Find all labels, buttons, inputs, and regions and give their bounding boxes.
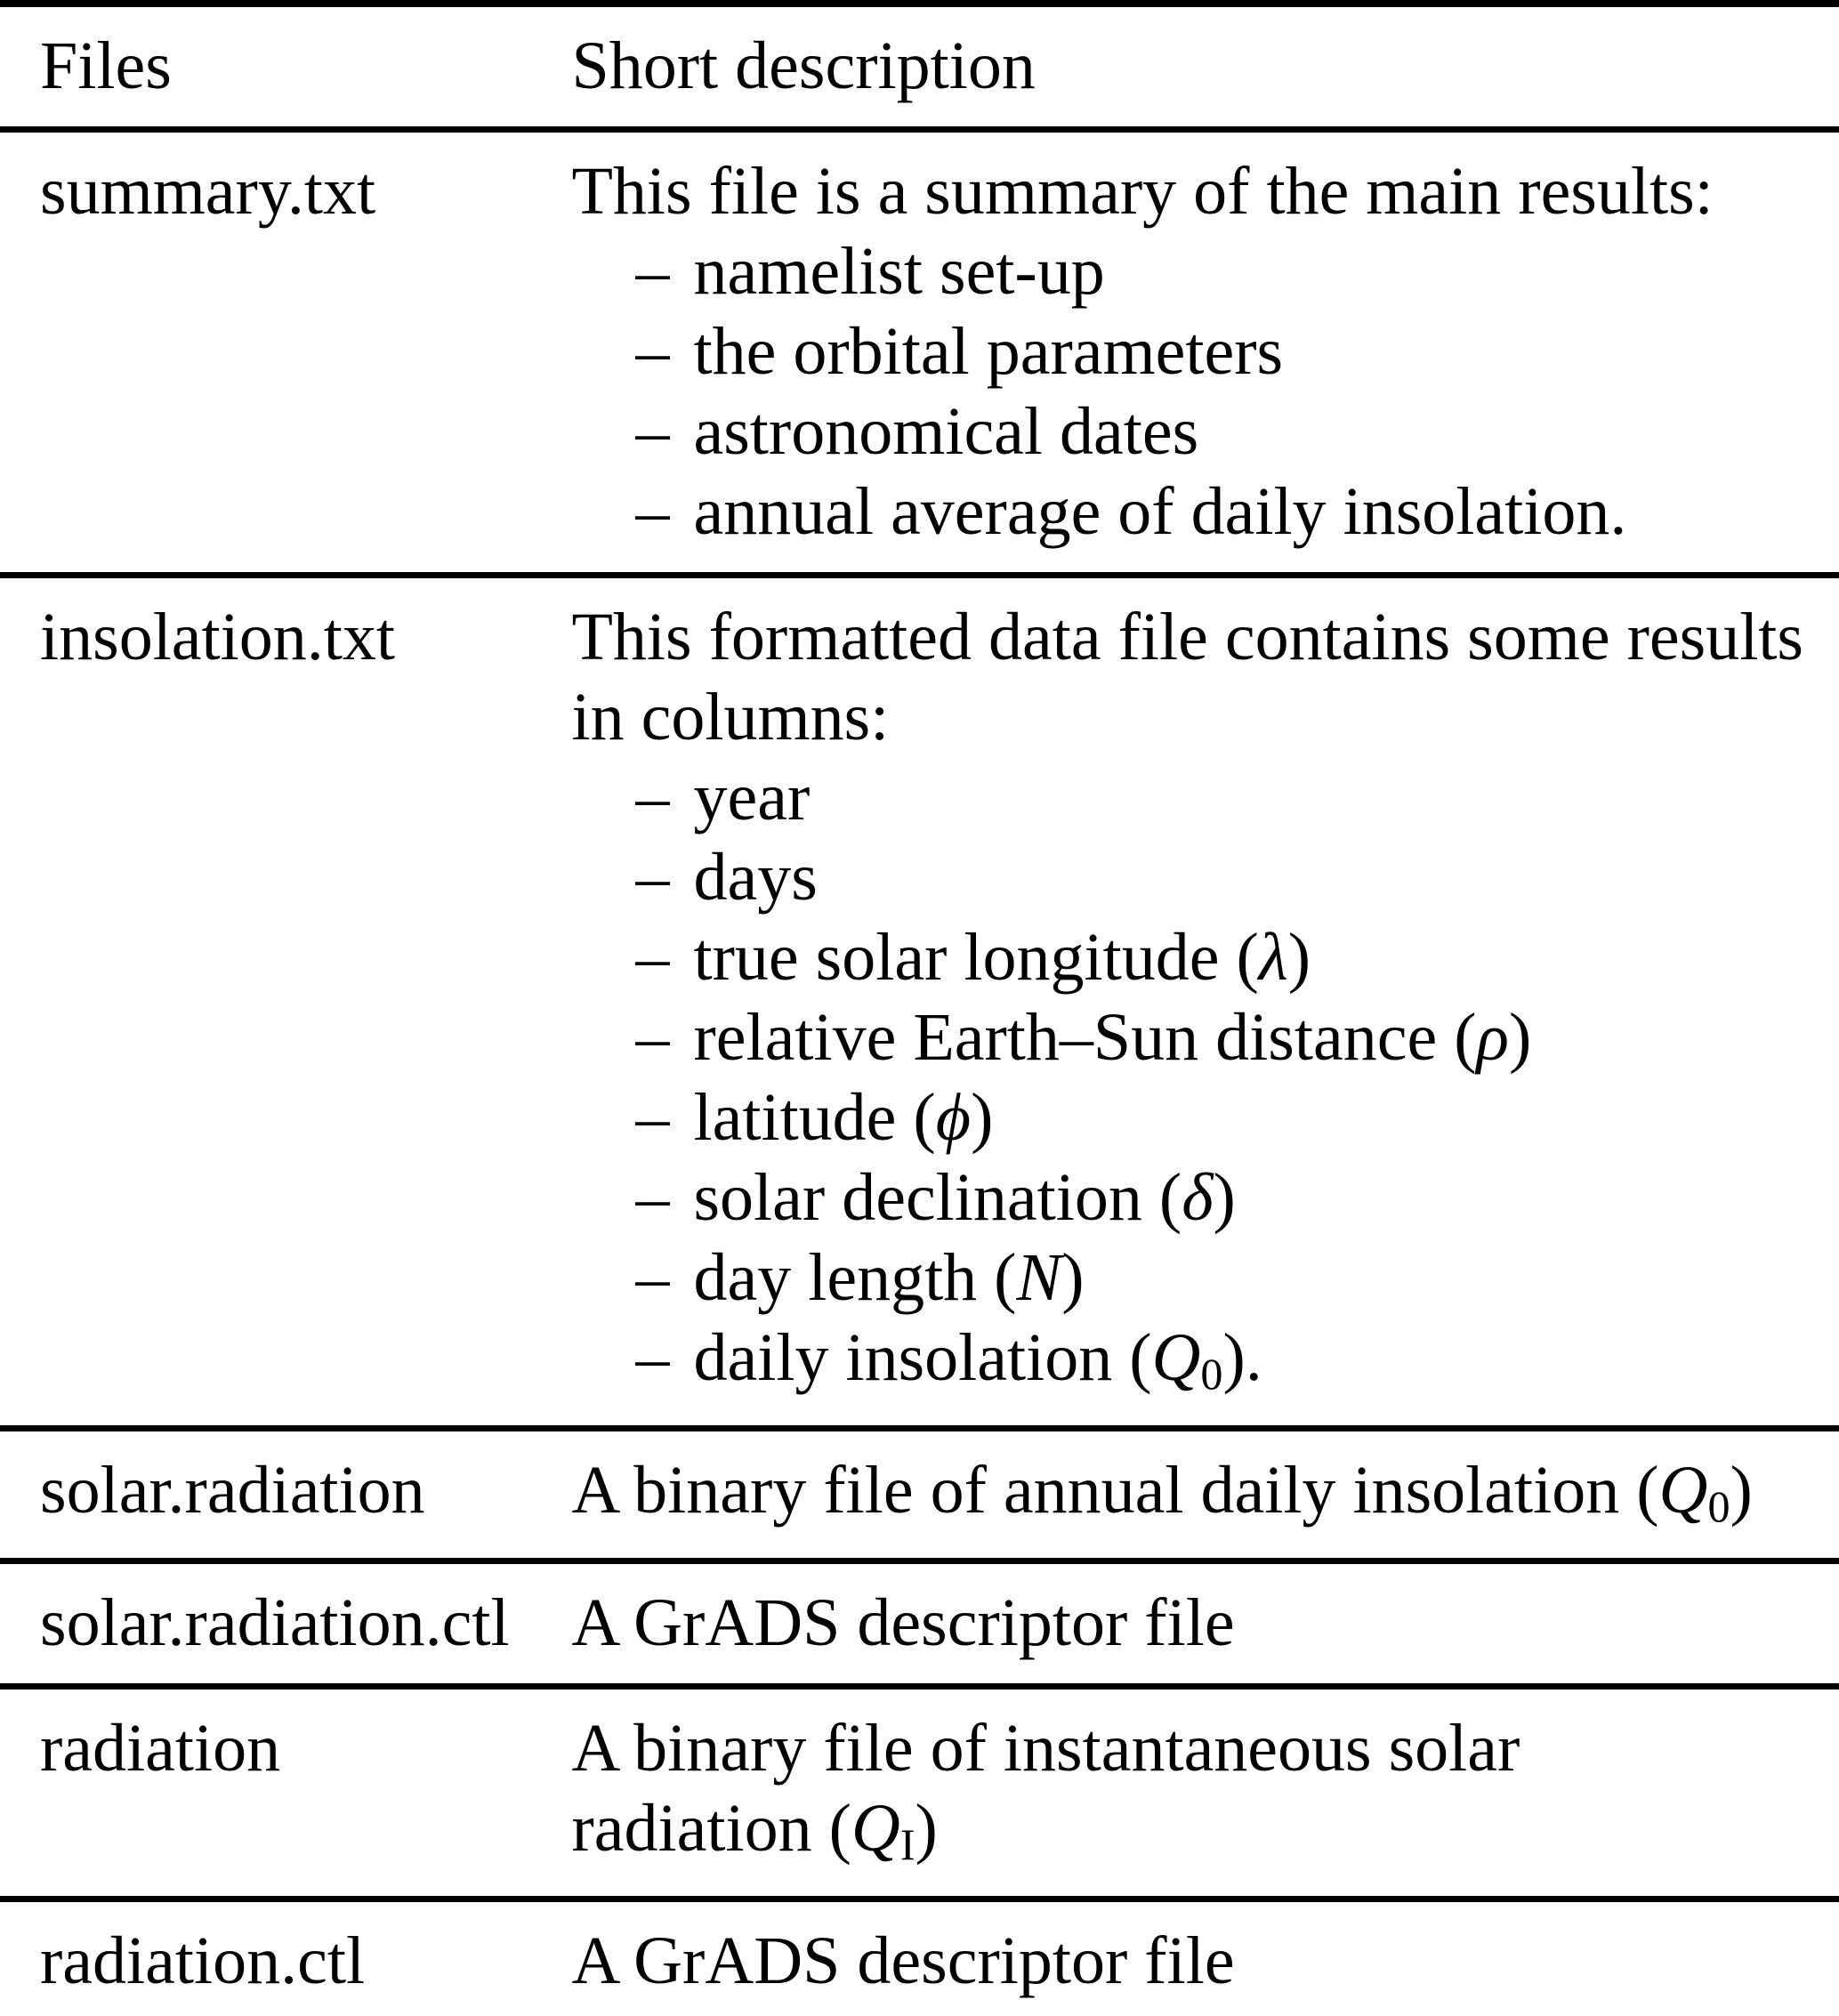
text-segment: annual average of daily insolation. [693, 474, 1627, 549]
bullet-text [693, 840, 817, 915]
table-head [0, 4, 1839, 130]
bullet-item [571, 837, 1803, 917]
bullet-text [693, 1240, 1084, 1315]
file-name-cell: radiation [40, 1711, 281, 1786]
file-name-cell: insolation.txt [40, 600, 395, 674]
description-line [571, 1921, 1803, 2001]
bullet-item [571, 757, 1803, 837]
text-segment: relative Earth–Sun distance ( [693, 1000, 1477, 1075]
math-symbol: ρ [1476, 1000, 1509, 1075]
math-symbol: Q [1151, 1320, 1201, 1395]
math-subscript: 0 [1707, 1481, 1730, 1532]
bullet-text [693, 760, 810, 835]
description-cell [570, 1429, 1839, 1561]
table-row [0, 1899, 1839, 2016]
text-segment: ) [1287, 920, 1311, 995]
math-symbol: N [1016, 1240, 1062, 1315]
bullet-item [571, 231, 1803, 311]
math-subscript: I [899, 1819, 915, 1870]
text-segment: ). [1222, 1320, 1262, 1395]
bullet-dash: – [635, 1240, 670, 1315]
bullet-text [693, 314, 1283, 389]
text-segment: astronomical dates [693, 394, 1199, 469]
text-segment: This file is a summary of the main results: [571, 154, 1714, 229]
table-row [0, 1687, 1839, 1899]
bullet-dash: – [635, 920, 670, 995]
bullet-text [693, 474, 1626, 549]
bullet-dash: – [635, 234, 670, 309]
text-segment: A GrADS descriptor file [571, 1585, 1235, 1660]
bullet-text [693, 394, 1198, 469]
math-symbol: Q [1658, 1453, 1708, 1528]
text-segment: A binary file of annual daily insolation ( [571, 1453, 1659, 1528]
description-cell [570, 1899, 1839, 2016]
bullet-dash: – [635, 1160, 670, 1235]
bullet-text [693, 1000, 1531, 1075]
description-line [571, 1450, 1803, 1537]
bullet-item [571, 311, 1803, 391]
bullet-dash: – [635, 394, 670, 469]
text-segment: in columns: [571, 680, 890, 754]
bullet-item [571, 917, 1803, 997]
description-cell [570, 1561, 1839, 1687]
table-header-row [0, 4, 1839, 130]
description-line [571, 1708, 1803, 1788]
text-segment: days [693, 840, 818, 915]
bullet-item [571, 391, 1803, 472]
file-name-cell: solar.radiation.ctl [40, 1585, 510, 1660]
description-cell [570, 1687, 1839, 1899]
text-segment: radiation ( [571, 1791, 851, 1866]
bullet-dash: – [635, 1320, 670, 1395]
description-line [571, 151, 1803, 231]
math-symbol: ϕ [935, 1080, 972, 1155]
file-name-cell: summary.txt [40, 154, 376, 229]
table-row [0, 130, 1839, 576]
math-subscript: 0 [1200, 1349, 1223, 1399]
text-segment: ) [1508, 1000, 1532, 1075]
bullet-text [693, 1320, 1262, 1399]
text-segment: day length ( [693, 1240, 1017, 1315]
text-segment: solar declination ( [693, 1160, 1182, 1235]
text-segment: ) [1730, 1453, 1753, 1528]
description-line [571, 1583, 1803, 1663]
bullet-dash: – [635, 1000, 670, 1075]
file-name-cell: radiation.ctl [40, 1923, 366, 1998]
bullet-dash: – [635, 1080, 670, 1155]
text-segment: true solar longitude ( [693, 920, 1259, 995]
text-segment: A binary file of instantaneous solar [571, 1711, 1520, 1786]
bullet-item [571, 1077, 1803, 1157]
bullet-item [571, 997, 1803, 1077]
header-description: Short description [571, 28, 1036, 103]
bullet-item [571, 472, 1803, 552]
bullet-item [571, 1157, 1803, 1238]
bullet-text [693, 1160, 1235, 1235]
bullet-dash: – [635, 840, 670, 915]
bullet-item [571, 1318, 1803, 1405]
text-segment: ) [1213, 1160, 1236, 1235]
text-segment: ) [1061, 1240, 1085, 1315]
header-files: Files [40, 28, 172, 103]
table-row [0, 1561, 1839, 1687]
bullet-item [571, 1238, 1803, 1318]
text-segment: ) [915, 1791, 938, 1866]
text-segment: the orbital parameters [693, 314, 1284, 389]
bullet-dash: – [635, 474, 670, 549]
text-segment: latitude ( [693, 1080, 936, 1155]
description-cell [570, 130, 1839, 576]
table-row [0, 1429, 1839, 1561]
table-body [0, 130, 1839, 2016]
description-cell [570, 576, 1839, 1429]
math-symbol: Q [851, 1791, 900, 1866]
bullet-text [693, 920, 1311, 995]
text-segment: This formatted data file contains some results [571, 600, 1803, 674]
description-line [571, 597, 1803, 677]
description-line [571, 1788, 1803, 1875]
bullet-text [693, 234, 1104, 309]
table-row [0, 576, 1839, 1429]
text-segment: A GrADS descriptor file [571, 1923, 1235, 1998]
bullet-text [693, 1080, 993, 1155]
math-symbol: λ [1258, 920, 1288, 995]
math-symbol: δ [1182, 1160, 1214, 1235]
file-name-cell: solar.radiation [40, 1453, 425, 1528]
text-segment: daily insolation ( [693, 1320, 1152, 1395]
text-segment: year [693, 760, 811, 835]
description-line [571, 677, 1803, 757]
bullet-dash: – [635, 314, 670, 389]
text-segment: namelist set-up [693, 234, 1105, 309]
text-segment: ) [971, 1080, 994, 1155]
bullet-dash: – [635, 760, 670, 835]
